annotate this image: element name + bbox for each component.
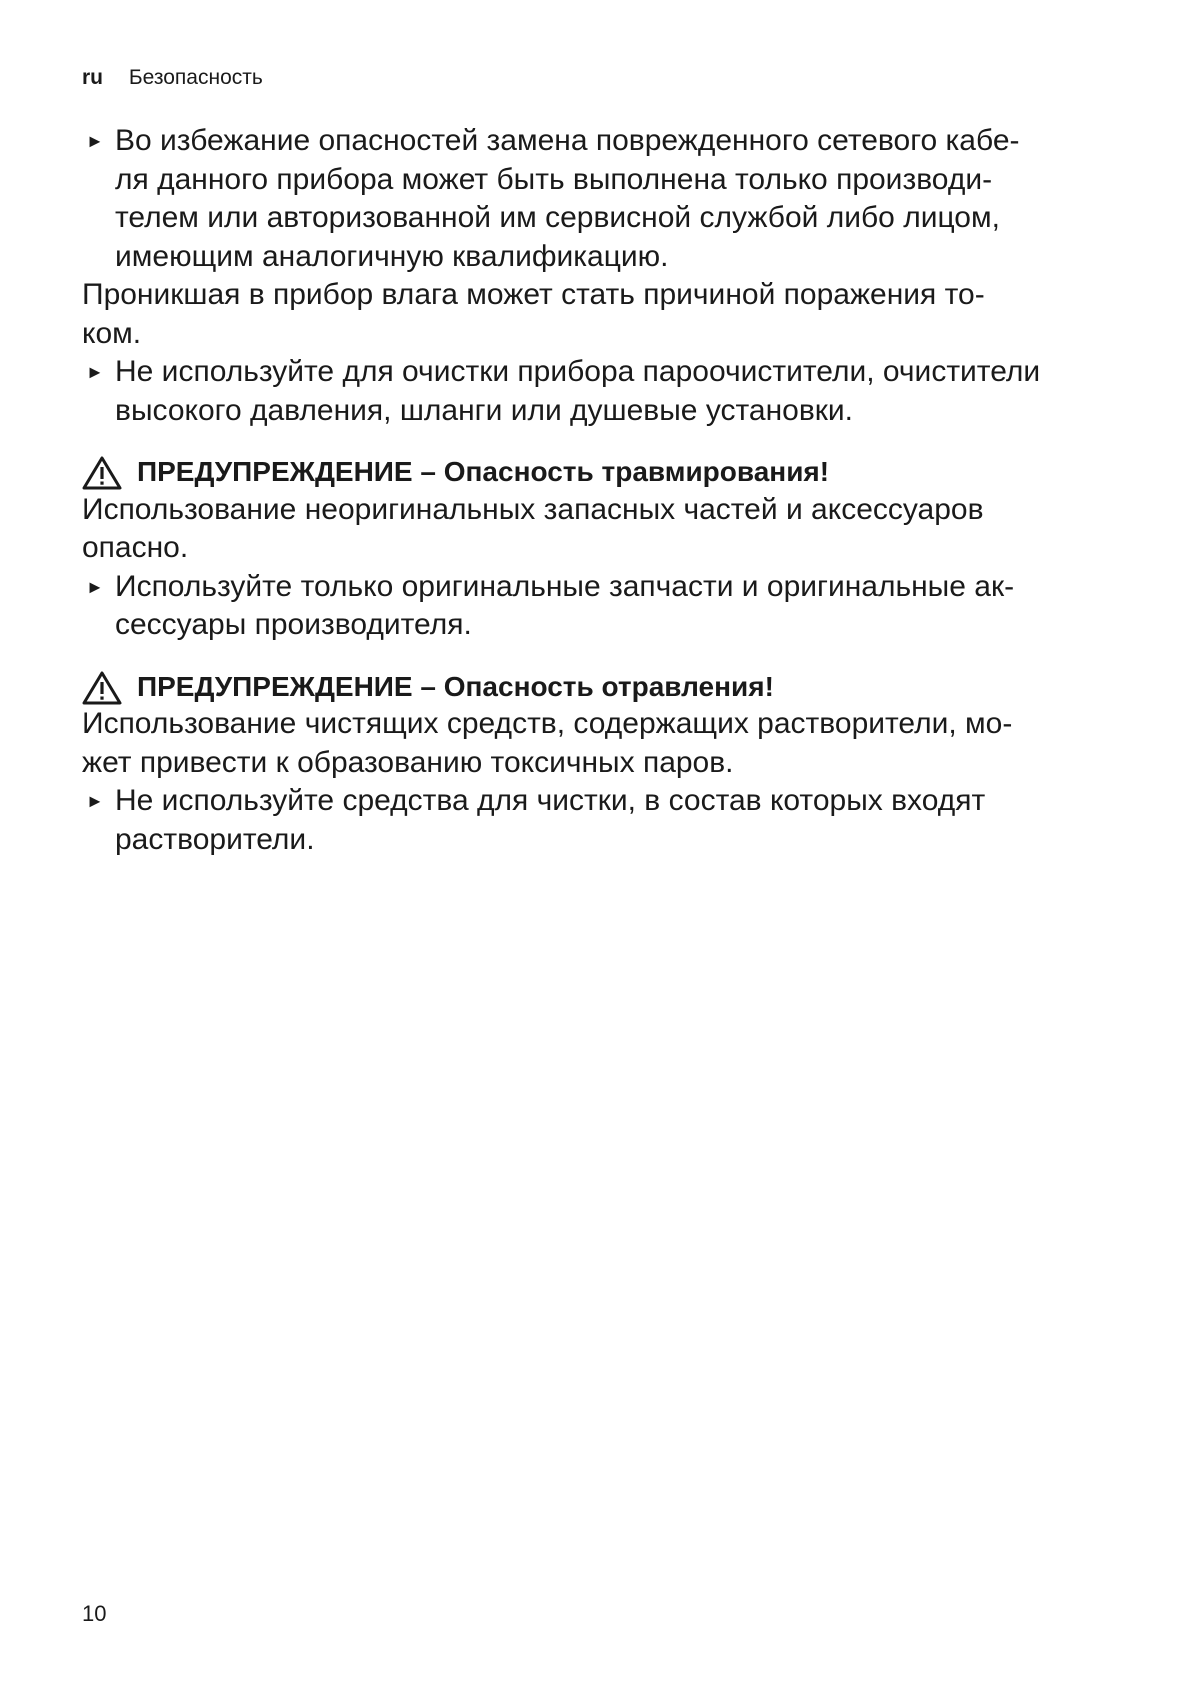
instruction-line: высокого давления, шланги или душевые установки. [115, 393, 853, 427]
running-header [82, 64, 263, 92]
paragraph-line: Использование чистящих средств, содержащих растворители, мо- [82, 707, 1013, 740]
paragraph-line: жет привести к образованию токсичных паров. [82, 745, 734, 779]
instruction-line: телем или авторизованной им сервисной службой либо лицом, [115, 201, 1000, 234]
instruction-no-steam-cleaner [82, 353, 1122, 430]
paragraph-line: опасно. [82, 531, 189, 564]
instruction-line: ► Используйте только оригинальные запчасти и оригинальные ак- [82, 568, 1122, 607]
bullet-arrow-icon: ► [86, 131, 104, 151]
instruction-line: имеющим аналогичную квалификацию. [115, 239, 669, 273]
instruction-cable-replacement [82, 122, 1122, 276]
instruction-no-solvents [82, 782, 1122, 859]
warning-triangle-icon [82, 456, 122, 490]
page-number: 10 [82, 1601, 107, 1626]
instruction-line: ► Не используйте средства для чистки, в состав которых входят [82, 782, 1122, 821]
warning-title: ПРЕДУПРЕЖДЕНИЕ – Опасность травмирования! [137, 456, 830, 487]
warning-heading-injury [82, 452, 1122, 491]
warning-heading-poisoning [82, 667, 1122, 706]
paragraph-line: ком. [82, 316, 142, 350]
language-code: ru [82, 66, 103, 89]
instruction-original-parts [82, 568, 1122, 645]
instruction-line: ► Не используйте для очистки прибора пароочистители, очистители [82, 353, 1122, 392]
paragraph-non-original-parts [82, 491, 1122, 568]
paragraph-solvents [82, 705, 1122, 782]
instruction-line: ► Во избежание опасностей замена поврежденного сетевого кабе- [82, 122, 1122, 161]
instruction-line: ля данного прибора может быть выполнена только производи- [115, 162, 993, 196]
page-content [82, 122, 1122, 859]
paragraph-line: Проникшая в прибор влага может стать причиной поражения то- [82, 278, 985, 311]
instruction-line: сессуары производителя. [115, 608, 472, 641]
instruction-line: растворители. [115, 822, 315, 856]
bullet-arrow-icon: ► [86, 362, 104, 382]
section-title: Безопасность [128, 66, 263, 89]
bullet-arrow-icon: ► [86, 576, 104, 597]
warning-title: ПРЕДУПРЕЖДЕНИЕ – Опасность отравления! [137, 670, 774, 702]
paragraph-moisture [82, 276, 1122, 353]
warning-triangle-icon [82, 671, 122, 705]
paragraph-line: Использование неоригинальных запасных частей и аксессуаров [82, 492, 984, 526]
bullet-arrow-icon: ► [86, 791, 104, 811]
